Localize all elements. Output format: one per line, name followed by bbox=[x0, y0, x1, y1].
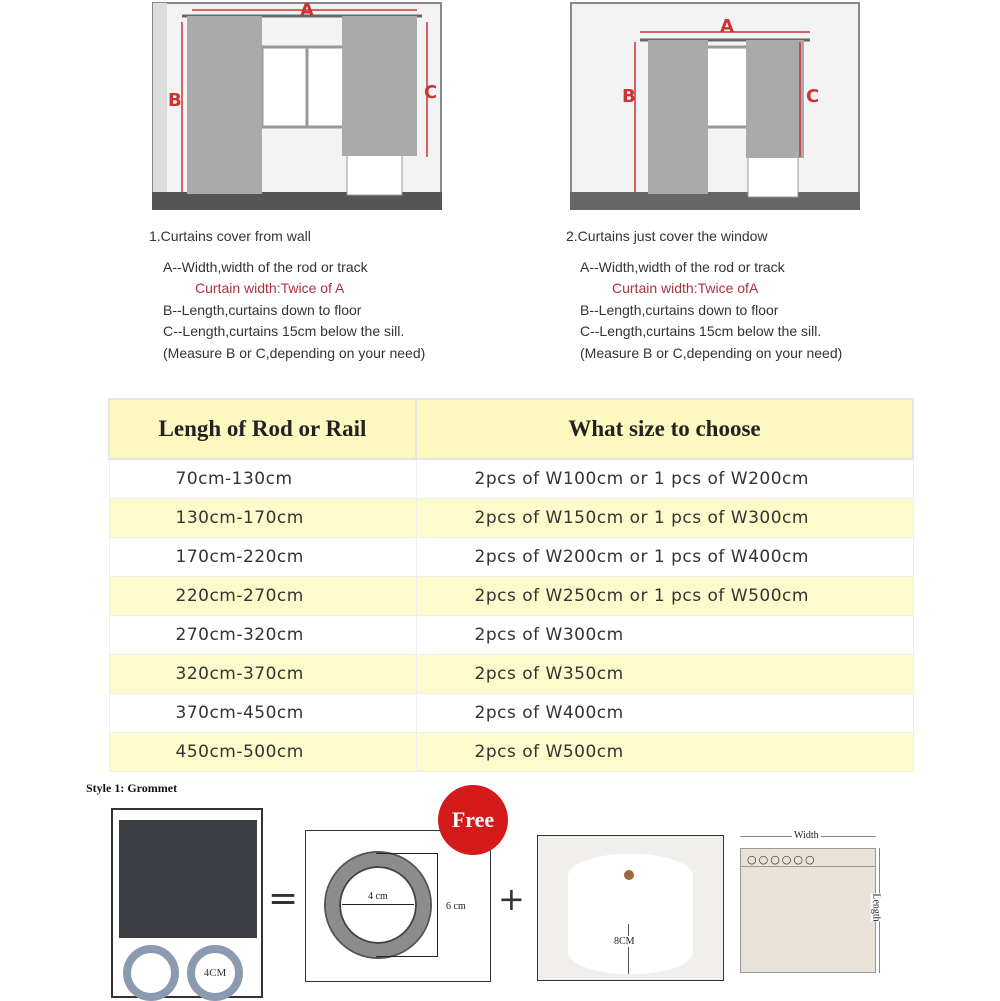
size-cell: 2pcs of W350cm bbox=[416, 654, 913, 693]
label-b: B bbox=[622, 86, 636, 107]
table-row bbox=[109, 615, 913, 654]
rod-length-cell: 450cm-500cm bbox=[109, 732, 416, 771]
label-c: C bbox=[806, 86, 820, 107]
size-cell: 2pcs of W500cm bbox=[416, 732, 913, 771]
ring-icon bbox=[123, 945, 179, 1001]
note-line: A--Width,width of the rod or track bbox=[580, 258, 785, 275]
curtain-image bbox=[119, 820, 257, 938]
curtain-schematic bbox=[740, 830, 882, 980]
header-rod-length: Lengh of Rod or Rail bbox=[109, 399, 416, 459]
size-cell: 2pcs of W150cm or 1 pcs of W300cm bbox=[416, 498, 913, 537]
size-cell: 2pcs of W250cm or 1 pcs of W500cm bbox=[416, 576, 913, 615]
tape-width-label: 8CM bbox=[614, 936, 635, 947]
notes-wall bbox=[149, 226, 426, 364]
length-label: Length bbox=[870, 893, 882, 922]
style-title: Style 1: Grommet bbox=[86, 781, 178, 795]
label-a: A bbox=[720, 16, 734, 37]
table-header bbox=[109, 399, 913, 459]
curtain-panel: ○○○○○○ bbox=[740, 848, 876, 973]
table-row bbox=[109, 654, 913, 693]
note-line: B--Length,curtains down to floor bbox=[163, 301, 362, 318]
note-line-highlight: Curtain width:Twice of A bbox=[195, 280, 345, 296]
label-a: A bbox=[300, 2, 314, 21]
header-size: What size to choose bbox=[416, 399, 913, 459]
note-line: (Measure B or C,depending on your need) bbox=[580, 344, 843, 361]
measure-diagram-window bbox=[570, 2, 860, 210]
rod-length-cell: 270cm-320cm bbox=[109, 615, 416, 654]
note-line-highlight: Curtain width:Twice ofA bbox=[612, 280, 759, 296]
measure-diagram-wall bbox=[152, 2, 442, 210]
label-c: C bbox=[424, 82, 438, 103]
rod-length-cell: 320cm-370cm bbox=[109, 654, 416, 693]
grommet-curtain-photo bbox=[111, 808, 263, 998]
width-label: Width bbox=[794, 830, 819, 841]
note-line: A--Width,width of the rod or track bbox=[163, 258, 368, 275]
size-table bbox=[108, 398, 914, 772]
rod-length-cell: 130cm-170cm bbox=[109, 498, 416, 537]
table-row bbox=[109, 732, 913, 771]
notes-title: 1.Curtains cover from wall bbox=[149, 228, 311, 244]
table-row bbox=[109, 537, 913, 576]
size-cell: 2pcs of W100cm or 1 pcs of W200cm bbox=[416, 459, 913, 498]
note-line: B--Length,curtains down to floor bbox=[580, 301, 779, 318]
size-cell: 2pcs of W400cm bbox=[416, 693, 913, 732]
rod-length-cell: 170cm-220cm bbox=[109, 537, 416, 576]
rod-length-cell: 220cm-270cm bbox=[109, 576, 416, 615]
outer-diameter-label: 6 cm bbox=[446, 901, 466, 912]
table-row bbox=[109, 459, 913, 498]
inner-diameter-label: 4 cm bbox=[368, 891, 388, 902]
free-badge: Free bbox=[438, 785, 508, 855]
size-cell: 2pcs of W300cm bbox=[416, 615, 913, 654]
table-row bbox=[109, 576, 913, 615]
ring-size-label: 4CM bbox=[187, 945, 243, 1001]
table-row bbox=[109, 498, 913, 537]
size-cell: 2pcs of W200cm or 1 pcs of W400cm bbox=[416, 537, 913, 576]
notes-window bbox=[566, 226, 843, 364]
note-line: C--Length,curtains 15cm below the sill. bbox=[580, 323, 822, 339]
table-row bbox=[109, 693, 913, 732]
label-b: B bbox=[168, 90, 182, 111]
note-line: (Measure B or C,depending on your need) bbox=[163, 344, 426, 361]
equals-sign: = bbox=[268, 878, 299, 919]
rod-length-cell: 370cm-450cm bbox=[109, 693, 416, 732]
plus-sign: + bbox=[498, 880, 525, 918]
rod-length-cell: 70cm-130cm bbox=[109, 459, 416, 498]
note-line: C--Length,curtains 15cm below the sill. bbox=[163, 323, 405, 339]
notes-title: 2.Curtains just cover the window bbox=[566, 228, 768, 244]
tape-photo bbox=[537, 835, 724, 981]
